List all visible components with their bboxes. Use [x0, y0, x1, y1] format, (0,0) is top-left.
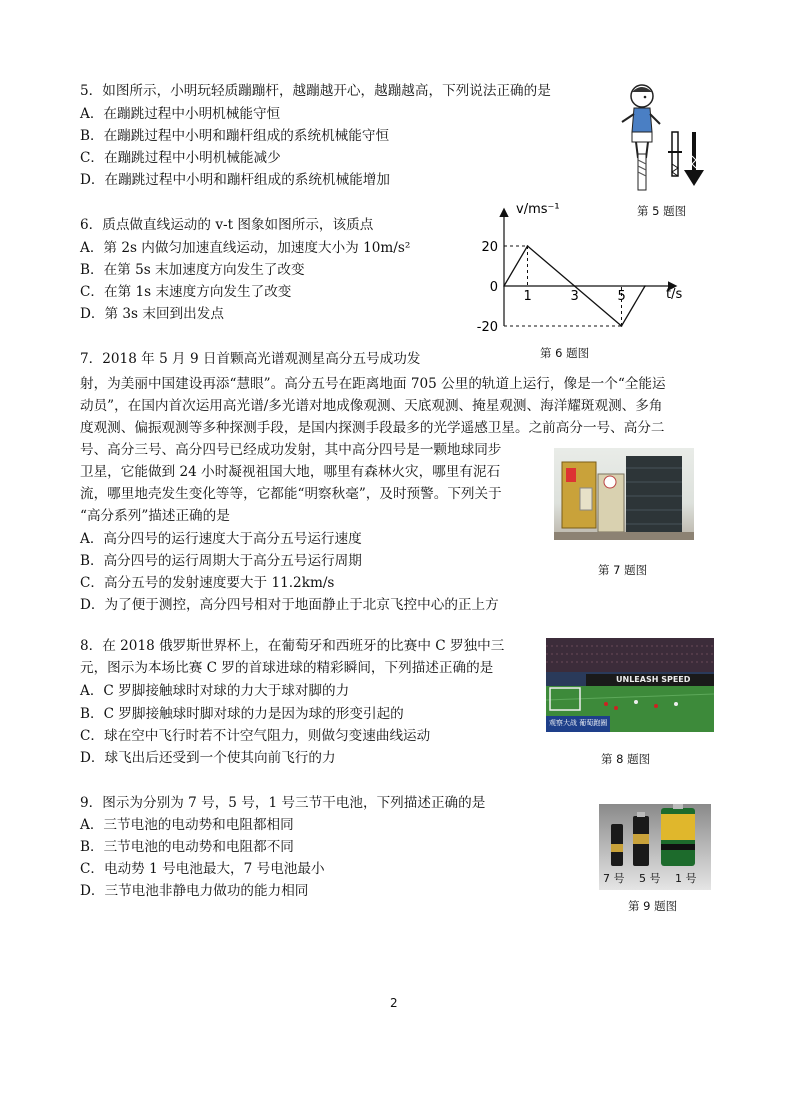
- q7-line-8: “高分系列”描述正确的是: [80, 508, 230, 524]
- q6-option-d: D．第 3s 末回到出发点: [80, 306, 224, 322]
- vt-data-point: [574, 285, 576, 287]
- q7-option-d: D．为了便于测控，高分四号相对于地面静止于北京飞控中心的正上方: [80, 597, 499, 613]
- q9-caption: 第 9 题图: [628, 899, 678, 913]
- q8-option-a: A．C 罗脚接触球时对球的力大于球对脚的力: [80, 683, 350, 699]
- q9-label-1: 1 号: [675, 872, 697, 885]
- q9-option-d: D．三节电池非静电力做功的能力相同: [80, 883, 309, 899]
- x-axis-label: t/s: [666, 287, 683, 302]
- q5-stem: 5．如图所示，小明玩轻质蹦蹦杆，越蹦越开心，越蹦越高，下列说法正确的是: [80, 83, 551, 99]
- q7-satellite-photo: [554, 448, 694, 540]
- x-tick-label: 1: [523, 289, 532, 304]
- vt-data-point: [503, 285, 505, 287]
- y-tick-label: 0: [489, 280, 498, 295]
- q8-tv-caption: 观察大战 葡萄跑圈: [549, 719, 608, 727]
- x-tick-label: 3: [570, 289, 579, 304]
- q9-option-b: B．三节电池的电动势和电阻都不同: [80, 839, 294, 855]
- q5-caption: 第 5 题图: [637, 204, 687, 218]
- q6-stem: 6．质点做直线运动的 v-t 图象如图所示，该质点: [80, 217, 374, 233]
- q5-option-c: C．在蹦跳过程中小明机械能减少: [80, 150, 281, 166]
- q8-option-d: D．球飞出后还受到一个使其向前飞行的力: [80, 750, 336, 766]
- q9-stem: 9．图示为分别为 7 号，5 号，1 号三节干电池，下列描述正确的是: [80, 795, 486, 811]
- vt-data-point: [621, 325, 623, 327]
- q9-label-7: 7 号: [603, 872, 625, 885]
- q5-figure-pogo-boy: [612, 80, 722, 192]
- x-tick-label: 5: [617, 289, 626, 304]
- q8-football-photo: [546, 638, 714, 732]
- y-tick-label: -20: [476, 320, 498, 335]
- q8-stadium-banner: UNLEASH SPEED: [616, 675, 691, 684]
- q8-option-b: B．C 罗脚接触球时脚对球的力是因为球的形变引起的: [80, 706, 404, 722]
- q8-line-2: 元，图示为本场比赛 C 罗的首球进球的精彩瞬间，下列描述正确的是: [80, 660, 494, 676]
- q9-option-a: A．三节电池的电动势和电阻都相同: [80, 817, 294, 833]
- q9-label-5: 5 号: [639, 872, 661, 885]
- q7-line-6: 卫星，它能做到 24 小时凝视祖国大地，哪里有森林火灾，哪里有泥石: [80, 464, 501, 480]
- page-number: 2: [390, 996, 398, 1010]
- q7-option-a: A．高分四号的运行速度大于高分五号运行速度: [80, 531, 362, 547]
- q6-option-a: A．第 2s 内做匀加速直线运动，加速度大小为 10m/s²: [80, 240, 411, 256]
- q6-option-b: B．在第 5s 末加速度方向发生了改变: [80, 262, 305, 278]
- q7-line-2: 射，为美丽中国建设再添“慧眼”。高分五号在距离地面 705 公里的轨道上运行，像是一个“全能运: [80, 376, 666, 392]
- q7-line-1: 7．2018 年 5 月 9 日首颗高光谱观测星高分五号成功发: [80, 351, 421, 367]
- q7-line-3: 动员”，在国内首次运用高光谱/多光谱对地成像观测、天底观测、掩星观测、海洋耀斑观测、多角: [80, 398, 663, 414]
- q5-option-b: B．在蹦跳过程中小明和蹦杆组成的系统机械能守恒: [80, 128, 390, 144]
- q7-option-b: B．高分四号的运行周期大于高分五号运行周期: [80, 553, 362, 569]
- q6-caption: 第 6 题图: [540, 346, 590, 360]
- q7-line-5: 号、高分三号、高分四号已经成功发射，其中高分四号是一颗地球同步: [80, 442, 502, 458]
- q5-option-d: D．在蹦跳过程中小明和蹦杆组成的系统机械能增加: [80, 172, 390, 188]
- q9-option-c: C．电动势 1 号电池最大，7 号电池最小: [80, 861, 325, 877]
- q6-vt-chart: [470, 198, 700, 338]
- q9-batteries-photo: [599, 804, 711, 890]
- y-axis-label: v/ms⁻¹: [516, 202, 560, 217]
- q7-option-c: C．高分五号的发射速度要大于 11.2km/s: [80, 575, 335, 591]
- q8-line-1: 8．在 2018 俄罗斯世界杯上，在葡萄牙和西班牙的比赛中 C 罗独中三: [80, 638, 505, 654]
- q8-option-c: C．球在空中飞行时若不计空气阻力，则做匀变速曲线运动: [80, 728, 431, 744]
- q7-caption: 第 7 题图: [598, 563, 648, 577]
- q5-option-a: A．在蹦跳过程中小明机械能守恒: [80, 106, 281, 122]
- vt-data-point: [527, 245, 529, 247]
- q6-option-c: C．在第 1s 末速度方向发生了改变: [80, 284, 292, 300]
- q8-caption: 第 8 题图: [601, 752, 651, 766]
- y-tick-label: 20: [481, 240, 498, 255]
- q7-line-7: 流，哪里地壳发生变化等等，它都能“明察秋毫”，及时预警。下列关于: [80, 486, 502, 502]
- vt-data-point: [644, 285, 646, 287]
- q7-line-4: 度观测、偏振观测等多种探测手段，是国内探测手段最多的光学遥感卫星。之前高分一号、高分二: [80, 420, 665, 436]
